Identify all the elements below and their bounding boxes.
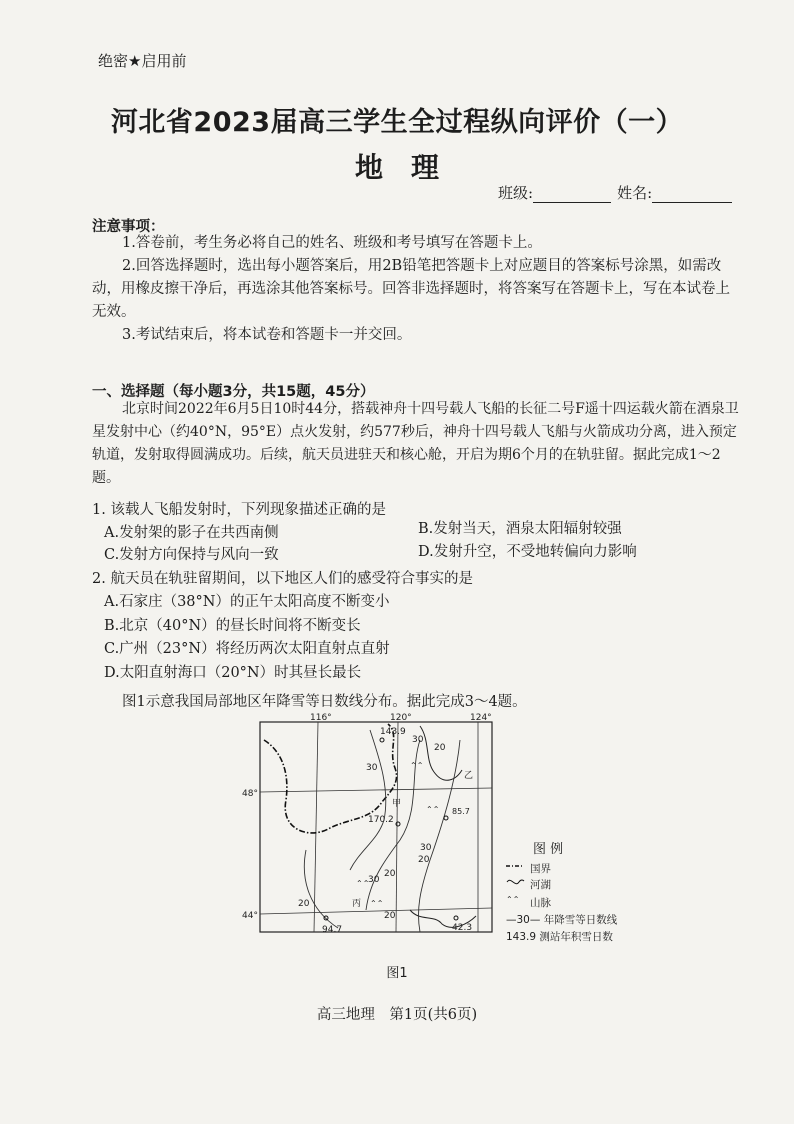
isoline-a bbox=[350, 730, 386, 870]
isoline-label: 30 bbox=[412, 735, 424, 745]
page-footer: 高三地理 第1页(共6页) bbox=[316, 1007, 478, 1023]
mountain-icon: ⌃⌃ bbox=[410, 761, 424, 770]
notice-item-2: 2.回答选择题时，选出每小题答案后，用2B铅笔把答题卡上对应题目的答案标号涂黑，如需改动，用橡皮擦干净后，再选涂其他答案标号。回答非选择题时，将答案写在答题卡上，写在本试卷上无效。 bbox=[92, 258, 730, 320]
mountain-icon: ⌃⌃ bbox=[370, 899, 384, 908]
isoline-label: 20 bbox=[298, 899, 310, 909]
isoline-label: 20 bbox=[418, 855, 430, 865]
place-label: 乙 bbox=[464, 771, 474, 781]
place-label: 丙 bbox=[352, 899, 362, 909]
place-label: 甲 bbox=[392, 799, 402, 809]
q1-option-d[interactable]: D.发射升空，不受地转偏向力影响 bbox=[418, 544, 637, 560]
station-value: 42.3 bbox=[452, 923, 473, 933]
station-dot bbox=[454, 916, 458, 920]
station-value: 94.7 bbox=[322, 925, 343, 935]
q1-option-b[interactable]: B.发射当天，酒泉太阳辐射较强 bbox=[418, 521, 622, 537]
lat-label: 44° bbox=[242, 911, 258, 921]
isoline-label: 30 bbox=[366, 763, 378, 773]
mountain-icon: ⌃⌃ bbox=[426, 805, 440, 814]
subject-title: 地理 bbox=[354, 151, 467, 184]
legend-item-river: 河湖 bbox=[530, 879, 551, 891]
notice-item-1: 1.答卷前，考生务必将自己的姓名、班级和考号填写在答题卡上。 bbox=[122, 235, 542, 251]
figure-caption: 图1 bbox=[386, 966, 408, 981]
meridian-120 bbox=[396, 722, 398, 932]
lon-label: 120° bbox=[390, 713, 412, 723]
legend-item-mountain: 山脉 bbox=[530, 897, 551, 909]
station-value: 143.9 bbox=[380, 727, 406, 737]
legend-item-isoline: —30— 年降雪等日数线 bbox=[506, 914, 618, 926]
snowfall-map bbox=[220, 710, 500, 950]
lon-label: 116° bbox=[310, 713, 332, 723]
isoline-label: 30 bbox=[420, 843, 432, 853]
station-dot bbox=[396, 822, 400, 826]
station-value: 170.2 bbox=[368, 815, 394, 825]
confidential-label: 绝密★启用前 bbox=[98, 52, 187, 70]
legend-symbols bbox=[504, 860, 526, 940]
parallel-48 bbox=[260, 788, 492, 792]
legend-item-station: 143.9 测站年积雪日数 bbox=[506, 931, 613, 943]
isoline-label: 20 bbox=[384, 869, 396, 879]
isoline-d bbox=[304, 850, 338, 928]
q2-option-d[interactable]: D.太阳直射海口（20°N）时其昼长最长 bbox=[104, 665, 362, 681]
lat-label: 48° bbox=[242, 789, 258, 799]
legend-title: 图 例 bbox=[533, 842, 564, 857]
q1-option-a[interactable]: A.发射架的影子在共西南侧 bbox=[104, 525, 279, 541]
q1-option-c[interactable]: C.发射方向保持与风向一致 bbox=[104, 547, 279, 563]
student-info-row bbox=[498, 182, 732, 203]
name-label: 姓名: bbox=[617, 184, 653, 202]
q2-option-a[interactable]: A.石家庄（38°N）的正午太阳高度不断变小 bbox=[104, 594, 390, 610]
class-blank[interactable] bbox=[533, 186, 611, 203]
q2-option-c[interactable]: C.广州（23°N）将经历两次太阳直射点直射 bbox=[104, 641, 390, 657]
isoline-label: 20 bbox=[384, 911, 396, 921]
station-dot bbox=[380, 738, 384, 742]
class-label: 班级: bbox=[498, 184, 534, 202]
isoline-label: 20 bbox=[434, 743, 446, 753]
name-blank[interactable] bbox=[652, 186, 732, 203]
q2-option-b[interactable]: B.北京（40°N）的昼长时间将不断变长 bbox=[104, 618, 361, 634]
legend-mountain-symbol: ⌃⌃ bbox=[506, 895, 520, 904]
legend-river-symbol bbox=[507, 880, 524, 884]
lon-label: 124° bbox=[470, 713, 492, 723]
parallel-44 bbox=[260, 908, 492, 914]
station-dot bbox=[444, 816, 448, 820]
exam-title: 河北省2023届高三学生全过程纵向评价（一） bbox=[110, 107, 684, 138]
isoline-c bbox=[418, 740, 460, 932]
notice-item-3: 3.考试结束后，将本试卷和答题卡一并交回。 bbox=[122, 327, 412, 343]
mountain-icon: ⌃⌃ bbox=[356, 879, 370, 888]
notice-heading: 注意事项： bbox=[92, 219, 165, 235]
station-value: 85.7 bbox=[452, 807, 470, 816]
question-stem: 北京时间2022年6月5日10时44分，搭载神舟十四号载人飞船的长征二号F遥十四运载火箭在酒泉卫星发射中心（约40°N，95°E）点火发射，约577秒后，神舟十四号载人飞船与火箭成功分离，进入预定轨道，发射取得圆满成功。后续，航天员进驻天和核心舱，开启为期6个月的在轨驻留。据此完成1～2题。 bbox=[92, 401, 739, 486]
legend-item-border: 国界 bbox=[530, 863, 551, 875]
question-2: 2. 航天员在轨驻留期间，以下地区人们的感受符合事实的是 bbox=[92, 571, 473, 587]
isoline-label: 30 bbox=[368, 875, 380, 885]
meridian-116 bbox=[314, 722, 318, 932]
section-heading: 一、选择题（每小题3分，共15题，45分） bbox=[92, 384, 375, 400]
river-1 bbox=[420, 726, 462, 780]
question-1: 1. 该载人飞船发射时，下列现象描述正确的是 bbox=[92, 502, 386, 518]
figure-intro: 图1示意我国局部地区年降雪等日数线分布。据此完成3～4题。 bbox=[122, 694, 527, 710]
